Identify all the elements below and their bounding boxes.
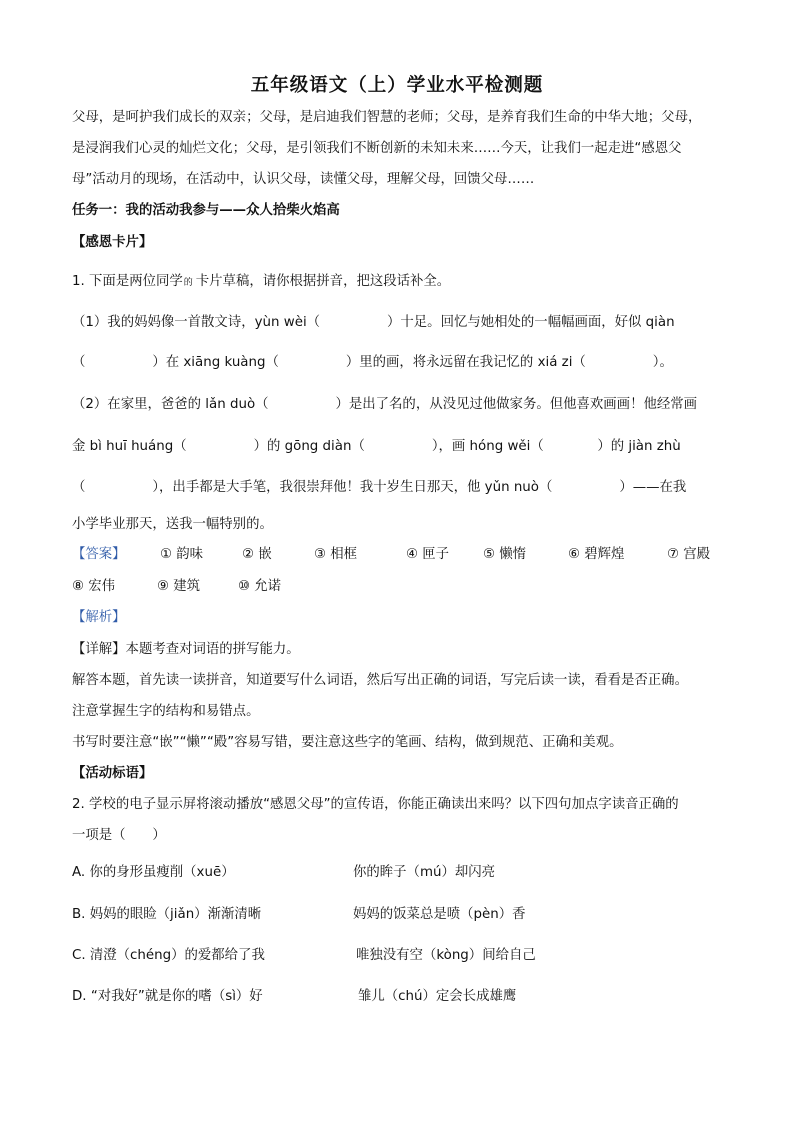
question-2-stem: 一项是（ ）	[72, 828, 166, 843]
question-1-stem-part-b: 卡片草稿，请你根据拼音，把这段话补全。	[195, 274, 451, 289]
option-b[interactable]: B. 妈妈的眼睑（jiǎn）渐渐清晰	[72, 907, 262, 922]
option-b-second-half: 妈妈的饭菜总是喷（pèn）香	[353, 907, 526, 922]
task-heading: 任务一：我的活动我参与——众人拾柴火焰高	[72, 203, 340, 218]
answer-item: ⑤ 懒惰	[483, 547, 527, 562]
intro-line-3: 母”活动月的现场，在活动中，认识父母，读懂父母，理解父母，回馈父母……	[72, 172, 535, 187]
answer-row-2	[72, 578, 372, 596]
question-1-line: （1）我的妈妈像一首散文诗，yùn wèi（ ）十足。回忆与她相处的一幅幅画面，好似 qiàn	[72, 315, 675, 330]
section-heading-slogan: 【活动标语】	[72, 766, 153, 781]
analysis-label: 【解析】	[72, 610, 126, 625]
question-1-line: （2）在家里，爸爸的 lǎn duò（ ）是出了名的，从没见过他做家务。但他喜欢画画！他经常画	[72, 397, 698, 412]
question-2-stem: 2. 学校的电子显示屏将滚动播放“感恩父母”的宣传语，你能正确读出来吗？以下四句加点字读音正确的	[72, 797, 679, 812]
page-title: 五年级语文（上）学业水平检测题	[250, 75, 544, 96]
answer-label: 【答案】	[72, 547, 126, 562]
answer-item: ⑦ 宫殿	[667, 547, 711, 562]
detail-line: 【详解】本题考查对词语的拼写能力。	[72, 642, 300, 657]
answer-item: ④ 匣子	[406, 547, 450, 562]
intro-line-2: 是浸润我们心灵的灿烂文化；父母，是引领我们不断创新的未知未来……今天，让我们一起走进“感恩父	[72, 141, 682, 156]
question-1-line: 小学毕业那天，送我一幅特别的。	[72, 517, 273, 532]
option-d[interactable]: D. “对我好”就是你的嗜（sì）好	[72, 989, 263, 1004]
answer-item: ⑩ 允诺	[238, 579, 282, 594]
intro-line-1: 父母，是呵护我们成长的双亲；父母，是启迪我们智慧的老师；父母，是养育我们生命的中华大地；父母，	[72, 110, 702, 125]
option-c[interactable]: C. 清澄（chéng）的爱都给了我	[72, 948, 265, 963]
option-c-second-half: 唯独没有空（kòng）间给自己	[356, 948, 536, 963]
detail-line: 注意掌握生字的结构和易错点。	[72, 704, 260, 719]
question-1-line: 金 bì huī huáng（ ）的 gōng diàn（ ），画 hóng wěi（ ）的 jiàn zhù	[72, 439, 681, 454]
option-d-second-half: 雏儿（chú）定会长成雄鹰	[358, 989, 517, 1004]
answer-item: ① 韵味	[160, 547, 204, 562]
answer-item: ② 嵌	[242, 547, 272, 562]
option-a[interactable]: A. 你的身形虽瘦削（xuē）	[72, 865, 235, 880]
question-1-stem	[72, 273, 450, 291]
section-heading-card: 【感恩卡片】	[72, 235, 153, 250]
answer-item: ⑧ 宏伟	[72, 579, 116, 594]
question-1-superscript: 的	[183, 278, 193, 288]
answer-row-1	[72, 546, 732, 564]
option-a-second-half: 你的眸子（mú）却闪亮	[353, 865, 496, 880]
answer-item: ⑨ 建筑	[157, 579, 201, 594]
answer-item: ③ 相框	[314, 547, 358, 562]
question-1-stem-part-a: 1. 下面是两位同学	[72, 274, 183, 289]
question-1-line: （ ）在 xiāng kuàng（ ）里的画，将永远留在我记忆的 xiá zi（ ）。	[72, 355, 673, 370]
question-1-line: （ ），出手都是大手笔，我很崇拜他！我十岁生日那天，他 yǔn nuò（ ）——在我	[72, 480, 687, 495]
detail-line: 解答本题，首先读一读拼音，知道要写什么词语，然后写出正确的词语，写完后读一读，看看是否正确。	[72, 673, 688, 688]
detail-line: 书写时要注意“嵌”“懒”“殿”容易写错，要注意这些字的笔画、结构，做到规范、正确和美观。	[72, 735, 623, 750]
answer-item: ⑥ 碧辉煌	[568, 547, 625, 562]
